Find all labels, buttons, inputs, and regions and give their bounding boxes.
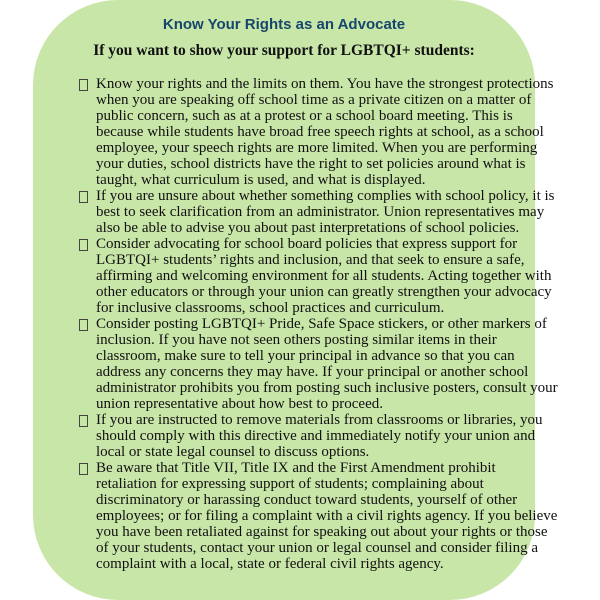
list-item-line: employees; or for filing a complaint with a civil rights agency. If you believe: [96, 508, 558, 524]
list-item: [78, 460, 558, 572]
list-item-line: union representative about how best to proceed.: [96, 396, 383, 412]
list-item-line: Consider advocating for school board policies that express support for: [96, 236, 518, 252]
list-item-line: Be aware that Title VII, Title IX and the First Amendment prohibit: [96, 460, 496, 476]
subtitle: If you want to show your support for LGBTQI+ students:: [93, 42, 475, 59]
rights-list: [78, 76, 558, 572]
bullet-icon: [79, 415, 88, 427]
list-item-line: Know your rights and the limits on them. You have the strongest protections: [96, 76, 554, 92]
list-item-line: LGBTQI+ students’ rights and inclusion, and that seek to ensure a safe,: [96, 252, 525, 268]
list-item-line: Consider posting LGBTQI+ Pride, Safe Space stickers, or other markers of: [96, 316, 547, 332]
list-item: [78, 316, 558, 412]
list-item-line: If you are unsure about whether something complies with school policy, it is: [96, 188, 555, 204]
list-item-line: inclusion. If you have not seen others posting similar items in their: [96, 332, 497, 348]
list-item-line: employee, your speech rights are more limited. When you are performing: [96, 140, 538, 156]
list-item-line: local or state legal counsel to discuss options.: [96, 444, 370, 460]
list-item-line: also be able to advise you about past interpretations of school policies.: [96, 220, 520, 236]
list-item-line: because while students have broad free speech rights at school, as a school: [96, 124, 544, 140]
list-item-line: affirming and welcoming environment for all students. Acting together with: [96, 268, 552, 284]
bullet-icon: [79, 319, 88, 331]
list-item-line: taught, what curriculum is used, and what is displayed.: [96, 172, 426, 188]
list-item-line: If you are instructed to remove materials from classrooms or libraries, you: [96, 412, 543, 428]
list-item: [78, 76, 554, 188]
list-item-line: when you are speaking off school time as a private citizen on a matter of: [96, 92, 532, 108]
list-item-line: of your students, contact your union or legal counsel and consider filing a: [96, 540, 538, 556]
list-item-line: should comply with this directive and immediately notify your union and: [96, 428, 536, 444]
bullet-icon: [79, 79, 88, 91]
list-item-line: other educators or through your union can greatly strengthen your advocacy: [96, 284, 552, 300]
bullet-icon: [79, 191, 88, 203]
list-item: [78, 412, 548, 460]
list-item-line: your duties, school districts have the right to set policies around what is: [96, 156, 526, 172]
list-item: [78, 188, 555, 236]
list-item: [78, 236, 552, 316]
list-item-line: retaliation for expressing support of students; complaining about: [96, 476, 484, 492]
list-item-line: address any concerns they may have. If your principal or another school: [96, 364, 529, 380]
bullet-icon: [79, 239, 88, 251]
list-item-line: public concern, such as at a protest or a school board meeting. This is: [96, 108, 513, 124]
list-item-line: complaint with a local, state or federal civil rights agency.: [96, 556, 444, 572]
list-item-line: you have been retaliated against for speaking out about your rights or those: [96, 524, 548, 540]
list-item-line: administrator prohibits you from posting such inclusive posters, consult your: [96, 380, 558, 396]
list-item-line: discriminatory or harassing conduct toward students, yourself of other: [96, 492, 518, 508]
page-title: Know Your Rights as an Advocate: [162, 16, 406, 33]
list-item-line: best to seek clarification from an administrator. Union representatives may: [96, 204, 545, 220]
list-item-line: classroom, make sure to tell your principal in advance so that you can: [96, 348, 515, 364]
list-item-line: for inclusive classrooms, school practices and curriculum.: [96, 300, 445, 316]
bullet-icon: [79, 463, 88, 475]
